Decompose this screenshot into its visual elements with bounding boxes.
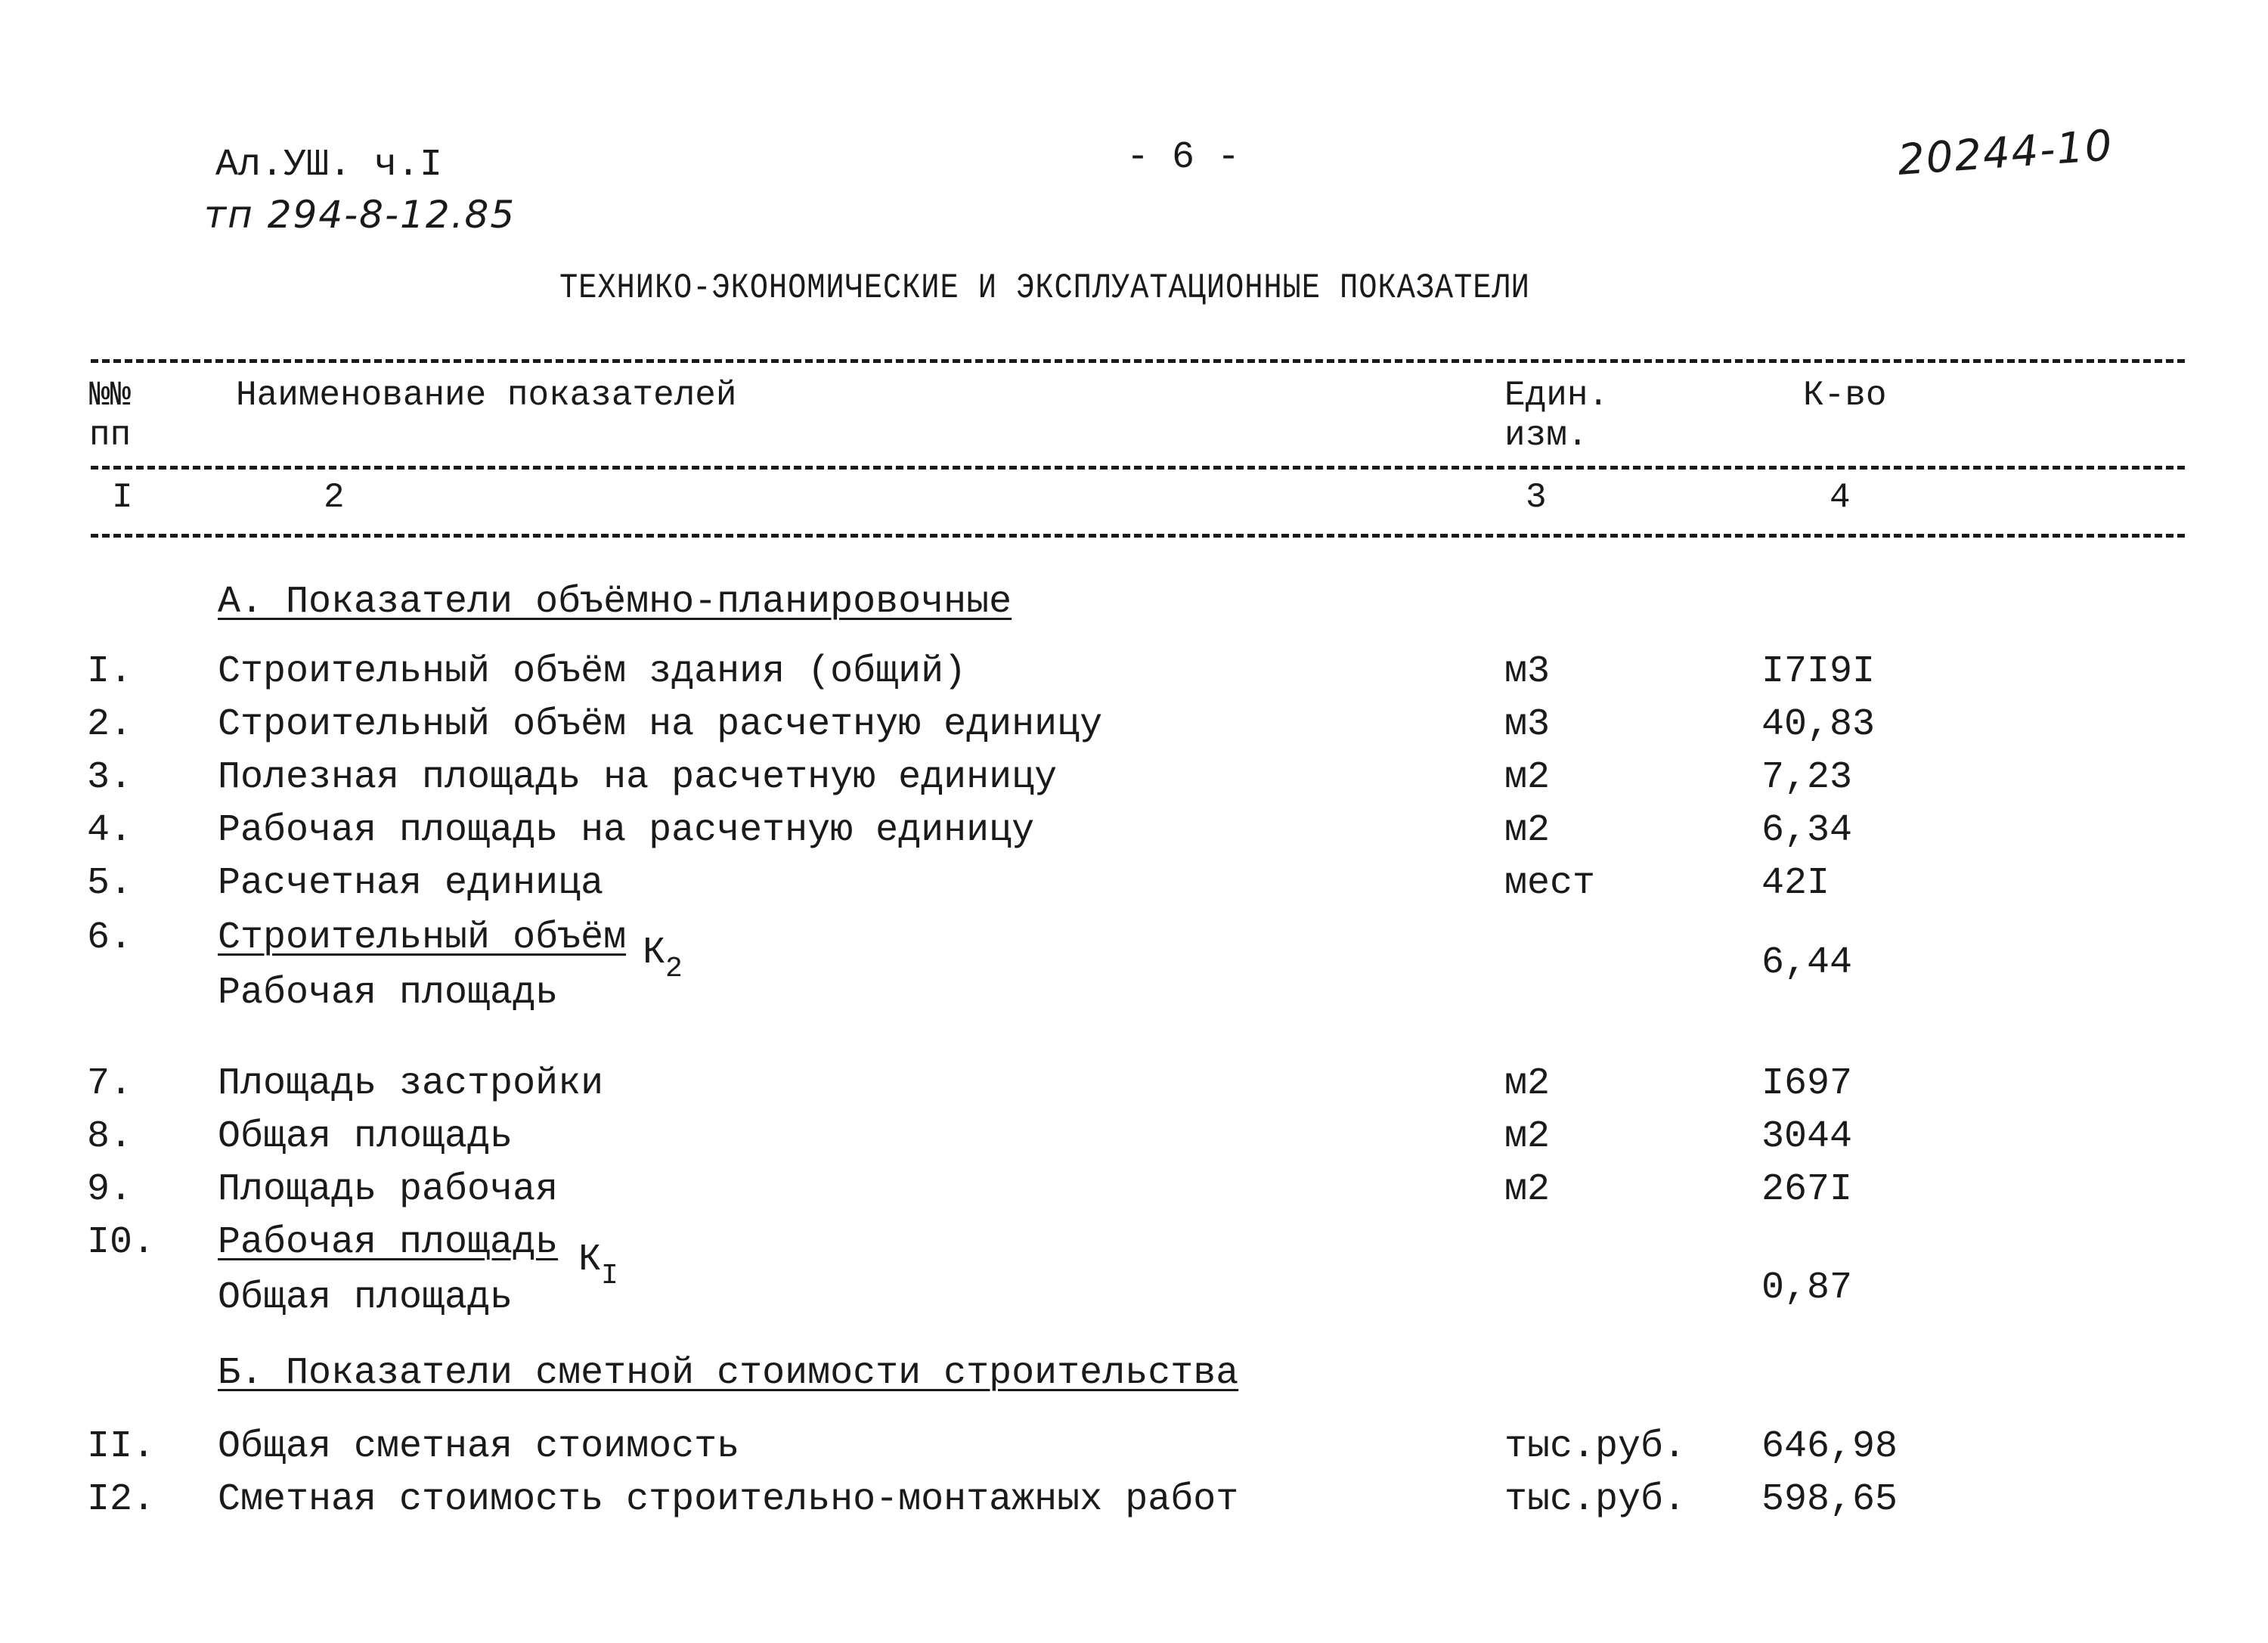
ratio-denominator: Рабочая площадь — [218, 972, 559, 1015]
coefficient-subscript: I — [601, 1260, 618, 1292]
col-index-4: 4 — [1830, 478, 1851, 517]
row-unit: тыс.руб. — [1504, 1478, 1687, 1521]
row-number: I2. — [87, 1478, 156, 1521]
typical-project-number: тп 294-8-12.85 — [204, 193, 516, 237]
row-name: Площадь застройки — [218, 1062, 604, 1105]
archive-number: 20244-10 — [1896, 121, 2115, 185]
row-number: 4. — [87, 809, 133, 852]
col-number-header: №№ — [89, 376, 132, 415]
col-index-2: 2 — [324, 478, 345, 517]
row-unit: мест — [1504, 862, 1596, 905]
row-name: Общая площадь — [218, 1115, 513, 1158]
row-number: 6. — [87, 916, 133, 959]
row-value: 7,23 — [1761, 756, 1853, 799]
col-index-3: 3 — [1526, 478, 1547, 517]
row-value: 42I — [1761, 862, 1830, 905]
row-number: 2. — [87, 703, 133, 746]
col-index-1: I — [112, 478, 133, 517]
row-number: 8. — [87, 1115, 133, 1158]
page-number: - 6 - — [1126, 136, 1241, 179]
table-header-rule — [91, 466, 2185, 470]
row-value: 3044 — [1761, 1115, 1853, 1158]
ratio-numerator: Рабочая площадь — [218, 1221, 559, 1264]
row-number: I. — [87, 650, 133, 693]
coefficient-label — [643, 932, 683, 985]
table-index-rule — [91, 534, 2185, 538]
row-name: Общая сметная стоимость — [218, 1425, 740, 1468]
row-name: Сметная стоимость строительно-монтажных работ — [218, 1478, 1239, 1521]
album-part-label: Ал.УШ. ч.I — [215, 144, 443, 187]
row-value: 598,65 — [1761, 1478, 1898, 1521]
row-name: Расчетная единица — [218, 862, 604, 905]
row-number: 3. — [87, 756, 133, 799]
row-name: Площадь рабочая — [218, 1168, 559, 1211]
row-name: Рабочая площадь на расчетную единицу — [218, 809, 1035, 852]
row-value: I7I9I — [1761, 650, 1876, 693]
row-unit: м2 — [1504, 1168, 1551, 1211]
coefficient-symbol: К — [578, 1238, 602, 1282]
col-number-header-2: пп — [89, 416, 132, 455]
row-number: 5. — [87, 862, 133, 905]
coefficient-subscript: 2 — [665, 953, 683, 985]
row-value: 267I — [1761, 1168, 1853, 1211]
row-name: Строительный объём на расчетную единицу — [218, 703, 1103, 746]
row-number: II. — [87, 1425, 156, 1468]
row-value: 6,44 — [1761, 941, 1853, 984]
row-value: 646,98 — [1761, 1425, 1898, 1468]
row-number: 9. — [87, 1168, 133, 1211]
row-name: Полезная площадь на расчетную единицу — [218, 756, 1058, 799]
section-a-heading: А. Показатели объёмно-планировочные — [218, 581, 1012, 624]
col-qty-header: К-во — [1803, 376, 1887, 415]
row-name: Строительный объём здания (общий) — [218, 650, 967, 693]
row-value: 0,87 — [1761, 1266, 1853, 1310]
section-b-heading: Б. Показатели сметной стоимости строительства — [218, 1352, 1239, 1395]
row-value: 40,83 — [1761, 703, 1876, 746]
coefficient-label — [578, 1238, 618, 1292]
row-unit: м2 — [1504, 1115, 1551, 1158]
row-number: 7. — [87, 1062, 133, 1105]
row-unit: м3 — [1504, 650, 1551, 693]
table-top-rule — [91, 359, 2185, 363]
row-unit: м3 — [1504, 703, 1551, 746]
col-unit-header: Един. — [1504, 376, 1610, 415]
row-number: I0. — [87, 1221, 156, 1264]
row-value: 6,34 — [1761, 809, 1853, 852]
row-unit: м2 — [1504, 809, 1551, 852]
page-title: ТЕХНИКО-ЭКОНОМИЧЕСКИЕ И ЭКСПЛУАТАЦИОННЫЕ ПОКАЗАТЕЛИ — [559, 268, 1530, 308]
col-name-header: Наименование показателей — [236, 376, 737, 415]
ratio-numerator: Строительный объём — [218, 916, 627, 959]
row-value: I697 — [1761, 1062, 1853, 1105]
ratio-denominator: Общая площадь — [218, 1276, 513, 1319]
col-unit-header-2: изм. — [1504, 416, 1588, 455]
row-unit: м2 — [1504, 756, 1551, 799]
row-unit: тыс.руб. — [1504, 1425, 1687, 1468]
coefficient-symbol: К — [643, 932, 666, 975]
row-unit: м2 — [1504, 1062, 1551, 1105]
